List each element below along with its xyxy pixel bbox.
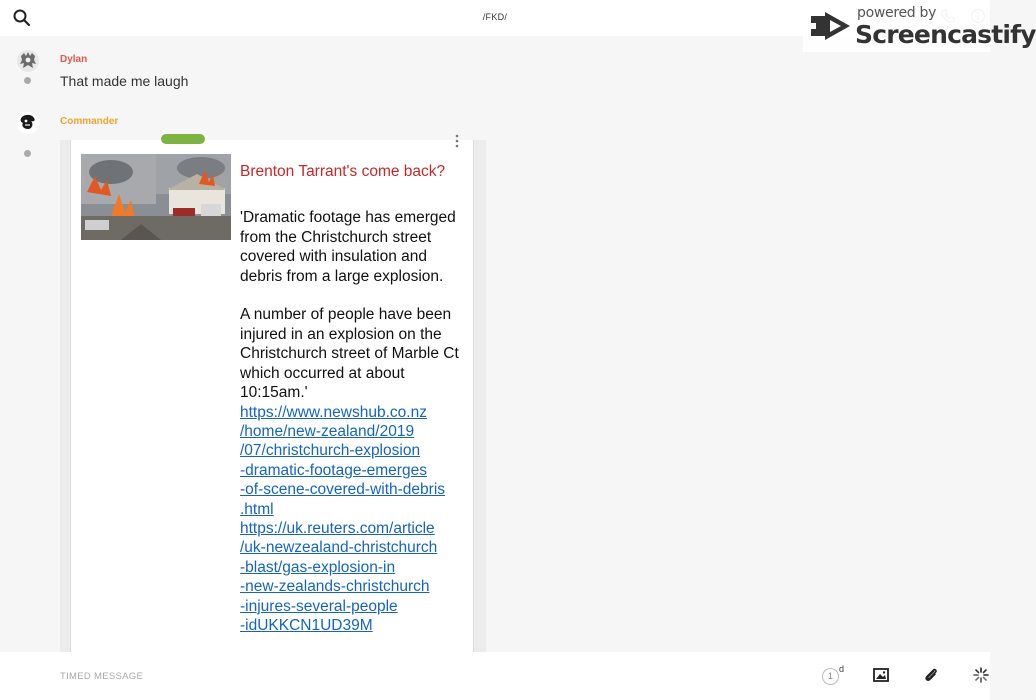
news-title: Brenton Tarrant's come back? xyxy=(240,163,446,180)
avatar[interactable] xyxy=(17,50,39,72)
shared-post-card xyxy=(70,140,474,652)
timer-value: 1 xyxy=(822,668,839,685)
screencastify-logo xyxy=(808,8,854,44)
shared-screenshot[interactable] xyxy=(60,140,486,652)
image-icon[interactable] xyxy=(872,666,890,684)
news-paragraph: 'Dramatic footage has emerged from the Christchurch street covered with insulation and debris from a large explosion. xyxy=(240,209,456,285)
timer-button[interactable] xyxy=(822,664,846,686)
chat-title: /FKD/ xyxy=(482,12,508,22)
post-author-cropped xyxy=(81,134,84,145)
message-author[interactable]: Dylan xyxy=(60,54,88,65)
watermark-brand: Screencastify xyxy=(855,20,1036,49)
more-icon xyxy=(455,134,459,148)
news-link[interactable]: /home/new-zealand/2019 xyxy=(240,422,415,440)
news-link[interactable]: /07/christchurch-explosion xyxy=(240,442,421,460)
news-link[interactable]: /uk-newzealand-christchurch xyxy=(240,539,438,557)
message-input[interactable] xyxy=(60,666,760,686)
post-header-cropped xyxy=(81,134,461,146)
screencastify-watermark xyxy=(803,0,1036,52)
news-link[interactable]: -injures-several-people xyxy=(240,597,398,615)
status-dot xyxy=(24,77,31,84)
news-link[interactable]: https://uk.reuters.com/article xyxy=(240,519,435,537)
news-link[interactable]: -idUKKCN1UD39M xyxy=(240,616,373,634)
watermark-powered-text: powered by xyxy=(857,5,937,21)
status-dot xyxy=(24,150,31,157)
message-author[interactable]: Commander xyxy=(60,116,119,127)
news-thumbnail xyxy=(81,154,231,240)
timer-unit: d xyxy=(839,664,845,674)
loading-icon[interactable] xyxy=(972,666,990,684)
news-link[interactable]: -blast/gas-explosion-in xyxy=(240,558,396,576)
news-link[interactable]: .html xyxy=(240,500,274,518)
news-link[interactable]: -of-scene-covered-with-debris xyxy=(240,481,446,499)
avatar[interactable] xyxy=(17,112,39,134)
news-link[interactable]: -new-zealands-christchurch xyxy=(240,578,430,596)
news-link[interactable]: -dramatic-footage-emerges xyxy=(240,461,427,479)
composer-bar xyxy=(0,652,990,700)
news-paragraph: A number of people have been injured in an explosion on the Christchurch street of Marble Ct which occurred at about 10:15am.' xyxy=(240,306,459,401)
paperclip-icon[interactable] xyxy=(922,666,940,684)
news-link[interactable]: https://www.newshub.co.nz xyxy=(240,403,427,421)
message-text: That made me laugh xyxy=(60,73,189,89)
news-body xyxy=(240,208,472,635)
post-badge xyxy=(161,134,205,144)
